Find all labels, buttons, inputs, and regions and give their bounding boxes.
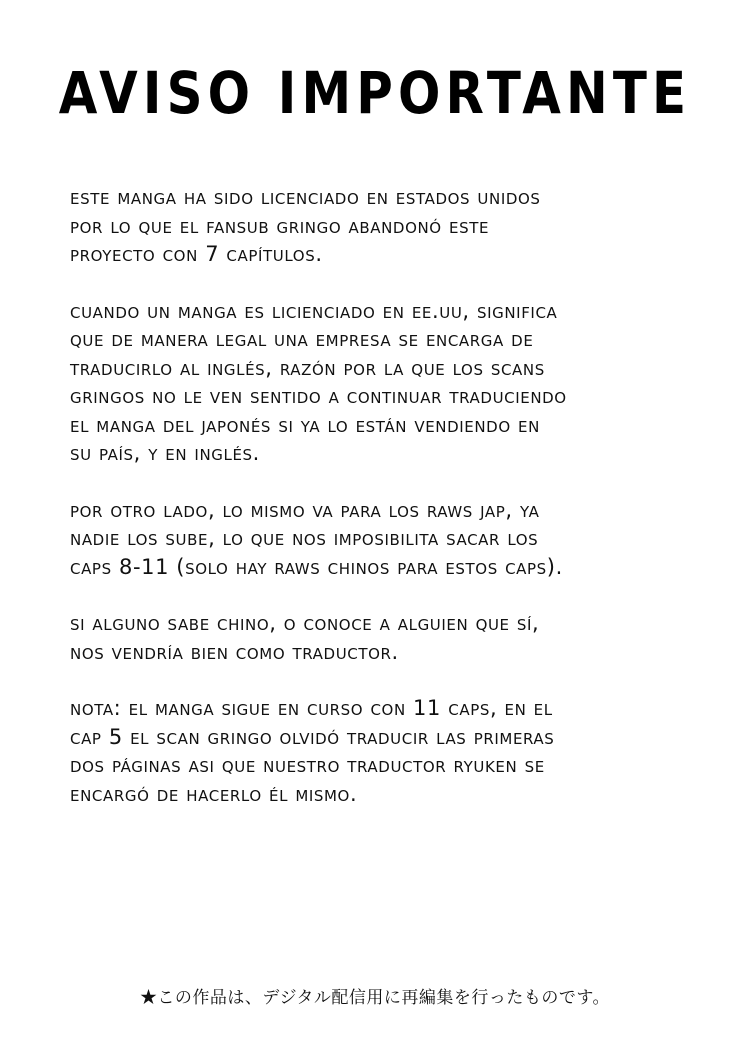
text-line: encargó de hacerlo él mismo. bbox=[70, 781, 358, 806]
text-line: cuando un manga es licienciado en ee.uu, significa bbox=[70, 298, 558, 323]
text-line: nos vendría bien como traductor. bbox=[70, 639, 399, 664]
text-line: este manga ha sido licenciado en estados unidos bbox=[70, 185, 541, 209]
text-line: dos páginas asi que nuestro traductor ryuken se bbox=[70, 753, 545, 777]
text-line: por lo que el fansub gringo abandonó este bbox=[70, 213, 490, 238]
text-line: nota: el manga sigue en curso con 11 caps, en el bbox=[70, 696, 553, 720]
page-title: AVISO IMPORTANTE bbox=[58, 59, 692, 127]
paragraph-note bbox=[70, 694, 690, 808]
text-line: gringos no le ven sentido a continuar traduciendo bbox=[70, 384, 567, 408]
text-line: el manga del japonés si ya lo están vendiendo en bbox=[70, 412, 540, 437]
text-line: si alguno sabe chino, o conoce a alguien que sí, bbox=[70, 611, 540, 635]
text-line: traducirlo al inglés, razón por la que los scans bbox=[70, 355, 545, 380]
text-line: proyecto con 7 capítulos. bbox=[70, 242, 323, 266]
text-line: que de manera legal una empresa se encarga de bbox=[70, 327, 534, 351]
paragraph-translator-request bbox=[70, 609, 690, 666]
paragraph-explanation bbox=[70, 297, 690, 468]
paragraph-license bbox=[70, 183, 690, 269]
text-line: su país, y en inglés. bbox=[70, 441, 260, 465]
text-line: caps 8-11 (solo hay raws chinos para estos caps). bbox=[70, 554, 563, 579]
digital-edition-footer: ★この作品は、デジタル配信用に再編集を行ったものです。 bbox=[139, 988, 611, 1008]
text-line: por otro lado, lo mismo va para los raws jap, ya bbox=[70, 497, 540, 522]
text-line: nadie los sube, lo que nos imposibilita sacar los bbox=[70, 526, 539, 550]
paragraph-raws bbox=[70, 496, 690, 582]
text-line: cap 5 el scan gringo olvidó traducir las primeras bbox=[70, 724, 555, 749]
notice-body bbox=[70, 183, 690, 836]
